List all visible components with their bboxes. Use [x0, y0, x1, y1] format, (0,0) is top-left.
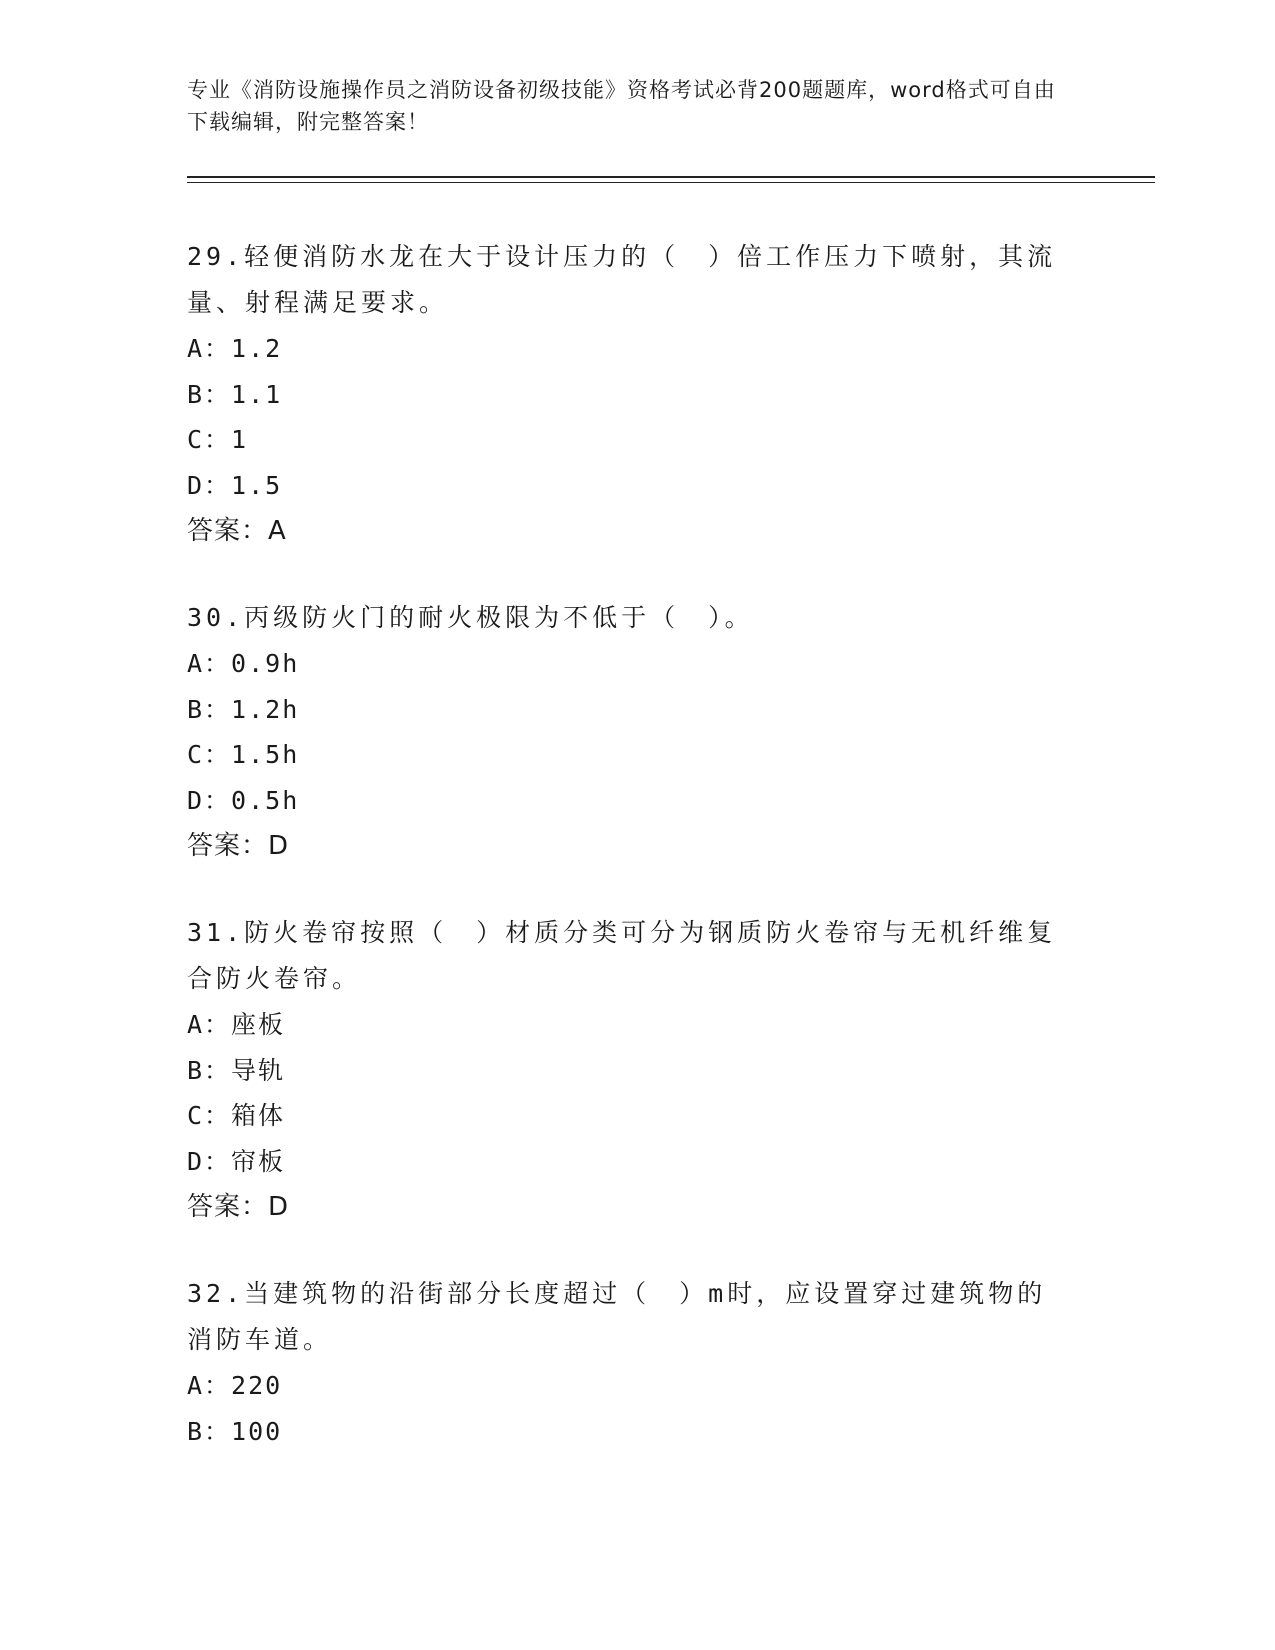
option-b: B：1.1: [187, 379, 283, 409]
question-stem: 32.当建筑物的沿街部分长度超过（ ）m时，应设置穿过建筑物的消防车道。: [187, 1279, 1047, 1354]
question-list: [187, 234, 1087, 1495]
option-a: A：220: [187, 1371, 283, 1400]
question-30: [187, 595, 1087, 869]
answer-line: 答案：A: [187, 516, 287, 546]
option-a: A：1.2: [187, 334, 283, 363]
option-b: B：100: [187, 1416, 283, 1446]
header-divider: [187, 176, 1155, 178]
option-c: C：1: [187, 425, 249, 454]
option-c: C：1.5h: [187, 740, 300, 769]
document-header: 专业《消防设施操作员之消防设备初级技能》资格考试必背200题题库，word格式可自由下载编辑，附完整答案！: [187, 78, 1056, 134]
option-a: A：0.9h: [187, 649, 300, 678]
option-a: A：座板: [187, 1010, 286, 1039]
option-b: B：1.2h: [187, 694, 300, 724]
header-divider-thin: [187, 182, 1155, 183]
answer-line: 答案：D: [187, 831, 290, 861]
option-d: D：帘板: [187, 1146, 286, 1176]
question-32: [187, 1271, 1087, 1454]
answer-line: 答案：D: [187, 1192, 290, 1222]
question-31: [187, 910, 1087, 1230]
question-stem: 31.防火卷帘按照（ ）材质分类可分为钢质防火卷帘与无机纤维复合防火卷帘。: [187, 918, 1057, 993]
question-stem: 29.轻便消防水龙在大于设计压力的（ ）倍工作压力下喷射，其流量、射程满足要求。: [187, 242, 1057, 317]
question-stem: 30.丙级防火门的耐火极限为不低于（ ）。: [187, 603, 754, 632]
option-d: D：0.5h: [187, 785, 300, 815]
option-d: D：1.5: [187, 470, 283, 500]
option-c: C：箱体: [187, 1101, 286, 1130]
question-29: [187, 234, 1087, 554]
option-b: B：导轨: [187, 1055, 286, 1085]
